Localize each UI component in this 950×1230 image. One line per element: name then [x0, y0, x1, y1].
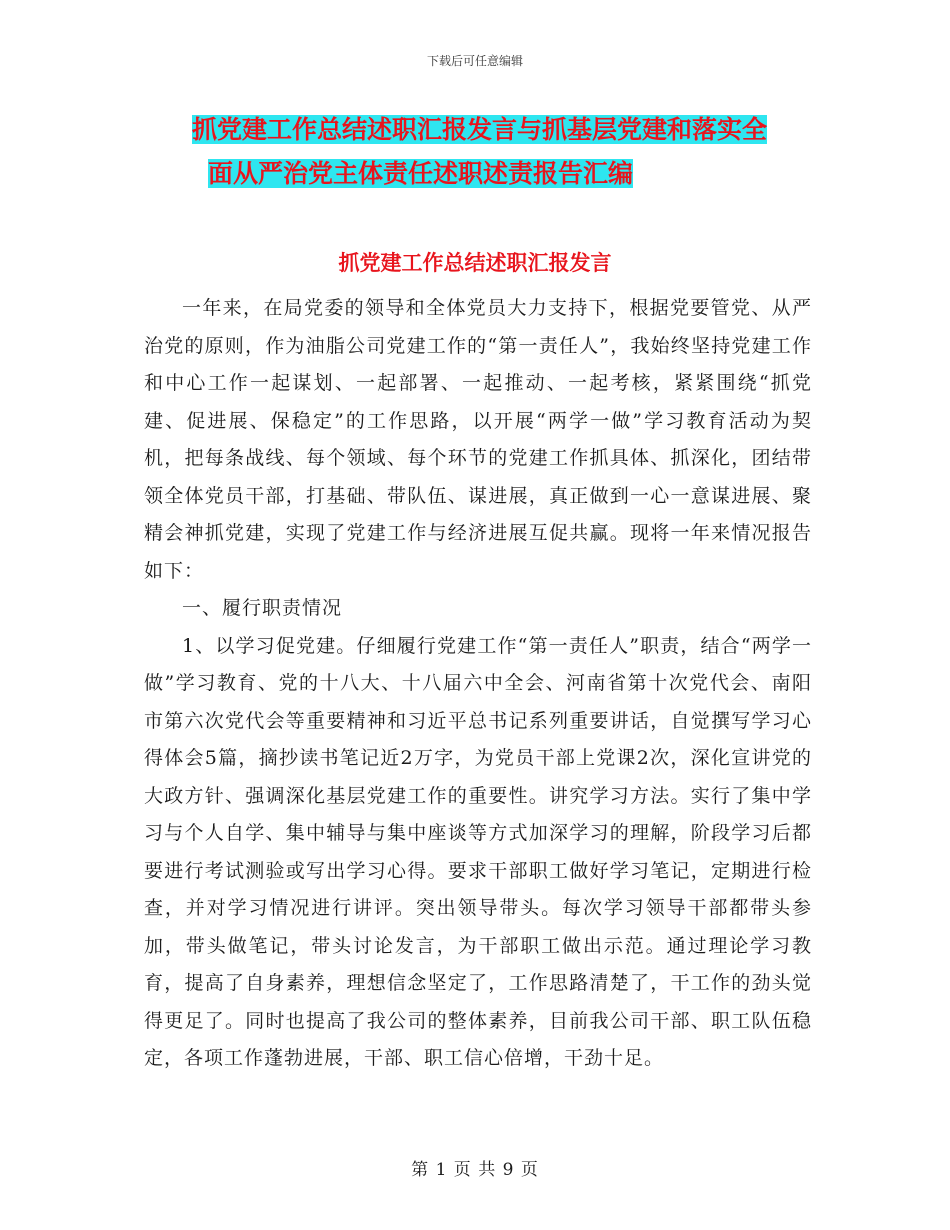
document-title-line-1	[180, 108, 820, 152]
document-body	[144, 290, 812, 1078]
page-footer: 第 1 页 共 9 页	[411, 1160, 539, 1180]
body-paragraph: 一年来，在局党委的领导和全体党员大力支持下，根据党要管党、从严治党的原则，作为油脂公司党建工作的“第一责任人”，我始终坚持党建工作和中心工作一起谋划、一起部署、一起推动、一起考核，紧紧围绕“抓党建、促进展、保稳定”的工作思路，以开展“两学一做”学习教育活动为契机，把每条战线、每个领域、每个环节的党建工作抓具体、抓深化，团结带领全体党员干部，打基础、带队伍、谋进展，真正做到一心一意谋进展、聚精会神抓党建，实现了党建工作与经济进展互促共赢。现将一年来情况报告如下：	[144, 297, 812, 582]
section-title: 抓党建工作总结述职汇报发言	[338, 250, 612, 275]
page-header-note: 下载后可任意编辑	[426, 54, 523, 68]
document-title	[180, 108, 820, 196]
title-highlight-2: 面从严治党主体责任述职述责报告汇编	[208, 159, 634, 188]
title-highlight-1: 抓党建工作总结述职汇报发言与抓基层党建和落实全	[192, 115, 768, 144]
body-paragraph: 1、以学习促党建。仔细履行党建工作“第一责任人”职责，结合“两学一做”学习教育、党的十八大、十八届六中全会、河南省第十次党代会、南阳市第六次党代会等重要精神和习近平总书记系列重要讲话，自觉撰写学习心得体会5篇，摘抄读书笔记近2万字，为党员干部上党课2次，深化宣讲党的大政方针、强调深化基层党建工作的重要性。讲究学习方法。实行了集中学习与个人自学、集中辅导与集中座谈等方式加深学习的理解，阶段学习后都要进行考试测验或写出学习心得。要求干部职工做好学习笔记，定期进行检查，并对学习情况进行讲评。突出领导带头。每次学习领导干部都带头参加，带头做笔记，带头讨论发言，为干部职工做出示范。通过理论学习教育，提高了自身素养，理想信念坚定了，工作思路清楚了，干工作的劲头觉得更足了。同时也提高了我公司的整体素养，目前我公司干部、职工队伍稳定，各项工作蓬勃进展，干部、职工信心倍增，干劲十足。	[144, 634, 812, 1069]
body-paragraph-heading: 一、履行职责情况	[182, 597, 343, 619]
document-title-line-2	[180, 152, 820, 196]
